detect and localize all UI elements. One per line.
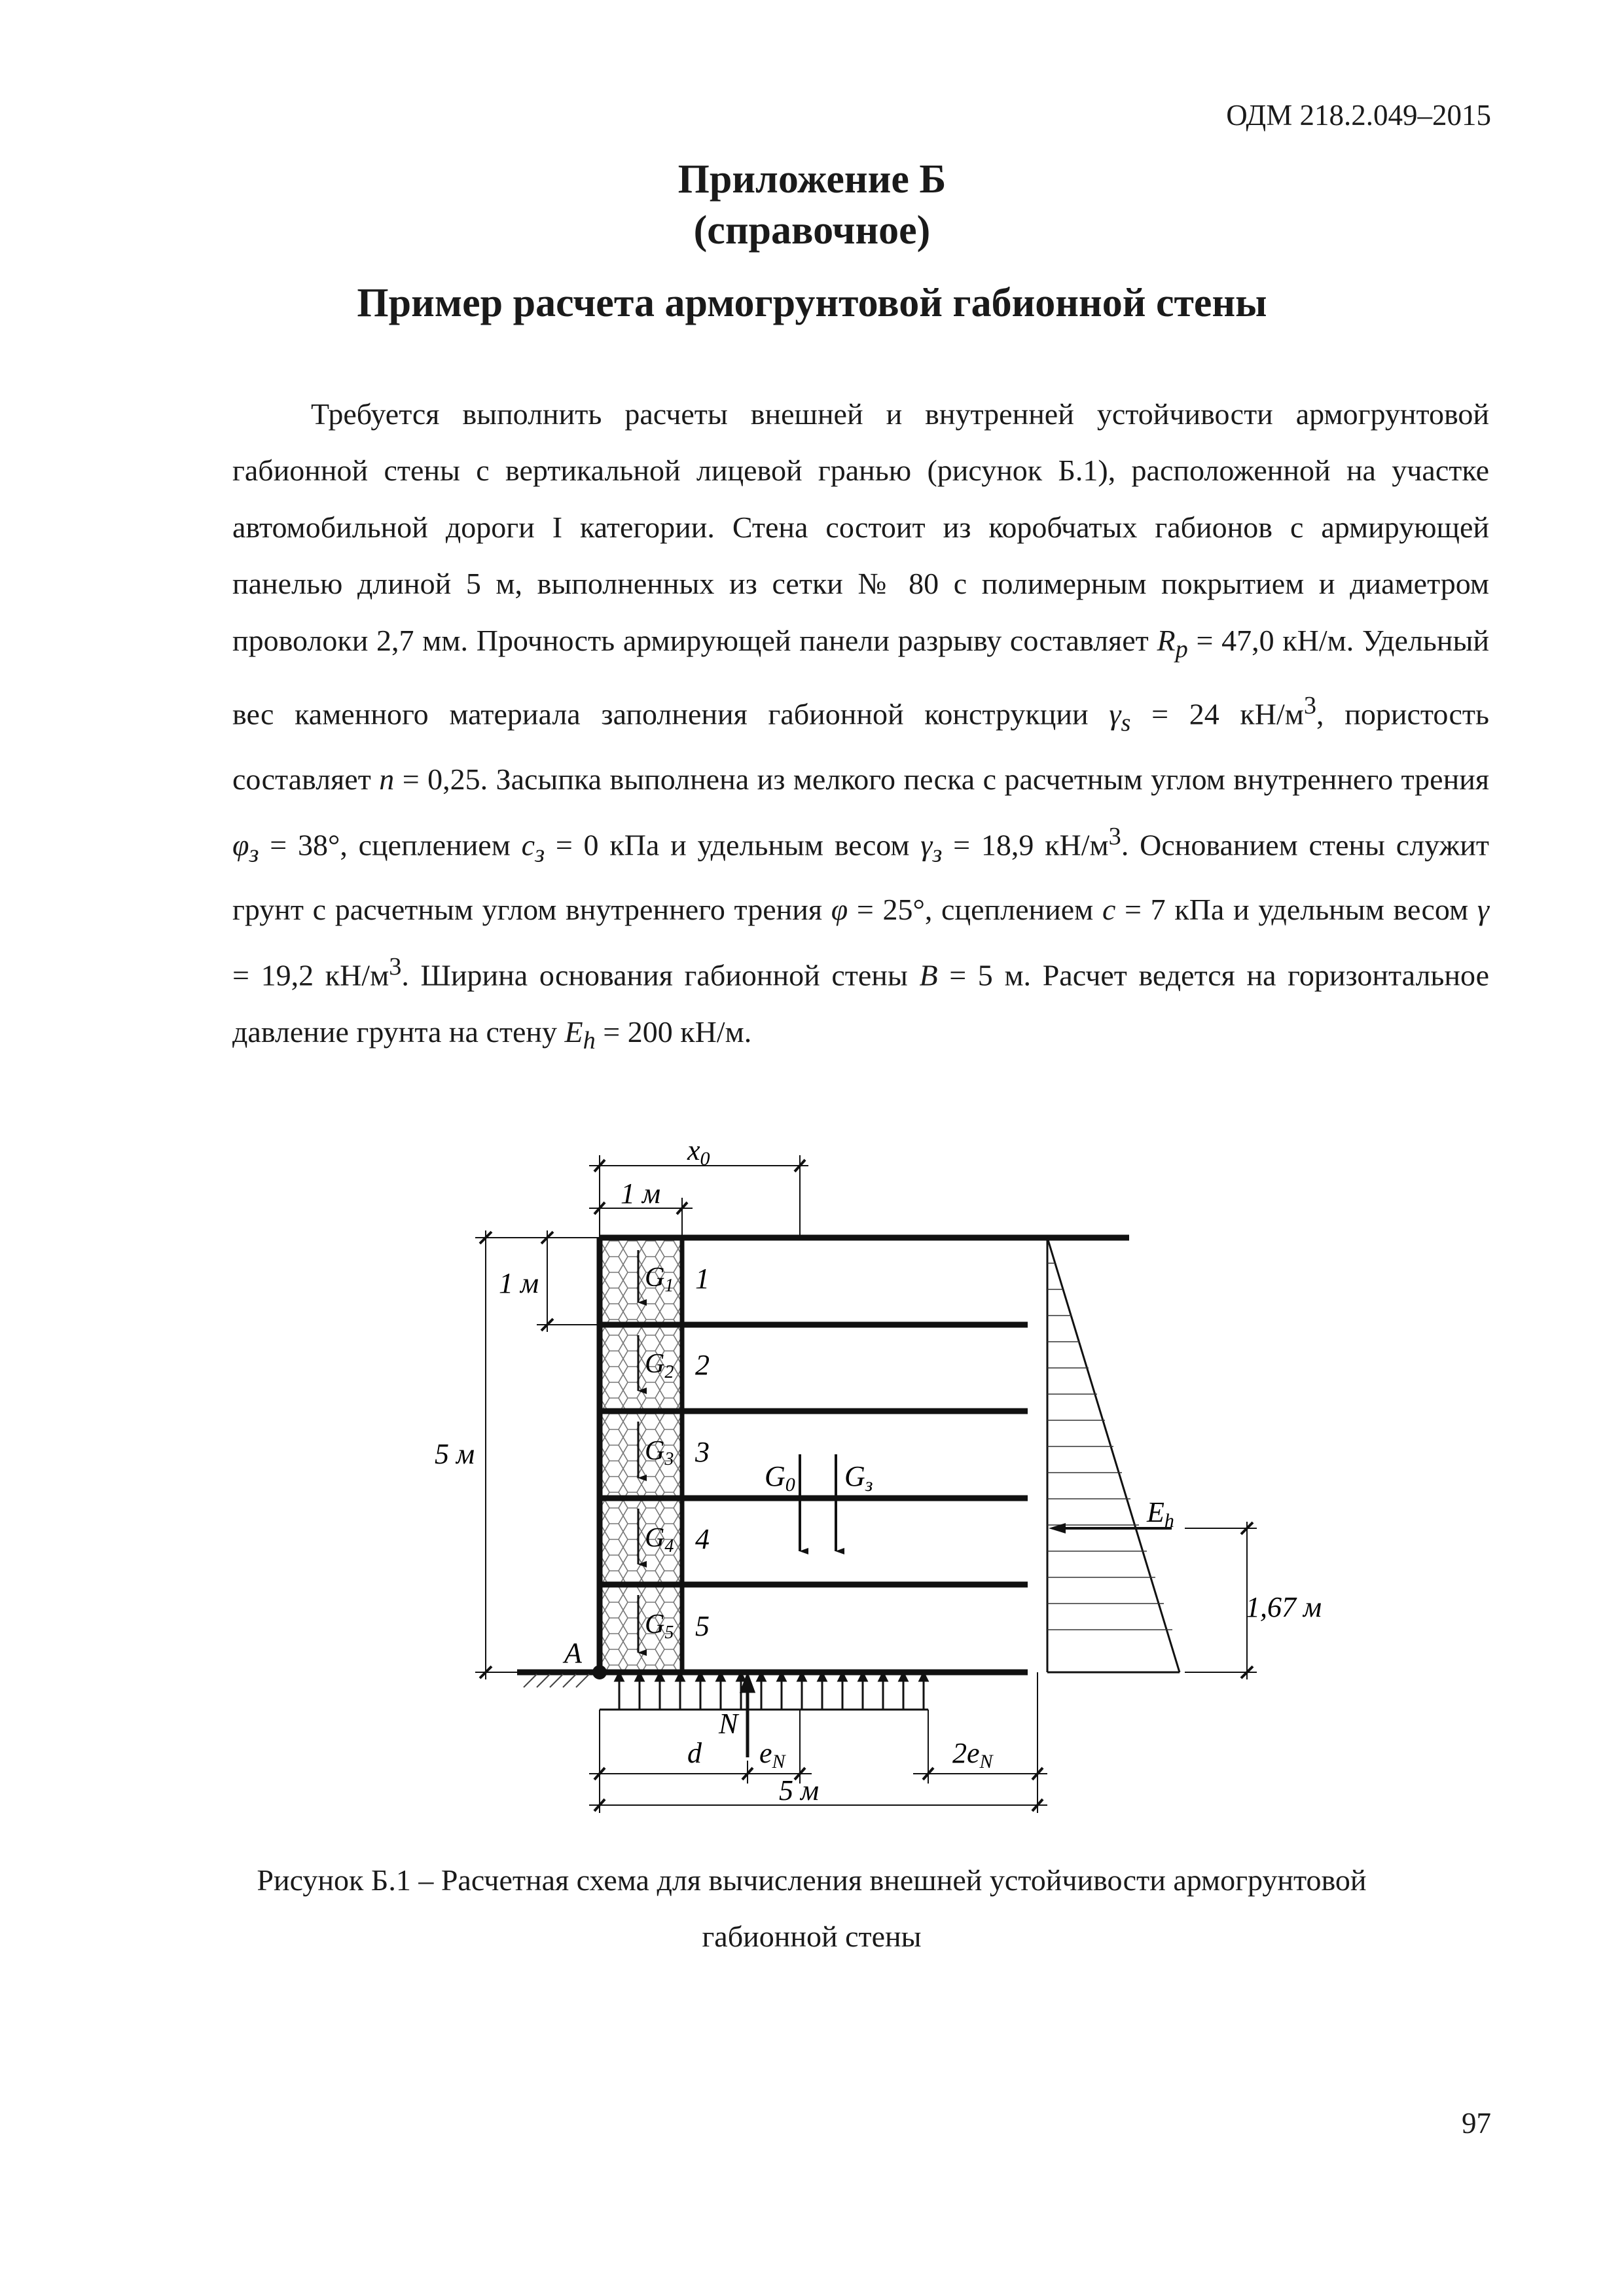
appendix-type: (справочное): [693, 208, 931, 253]
symbol: c: [1102, 893, 1116, 927]
symbol: γ: [1477, 893, 1489, 927]
superscript: 3: [389, 952, 402, 980]
label-en: eN: [759, 1737, 785, 1772]
backfill-weight-arrows: [800, 1454, 836, 1551]
body-text-part: = 24 кН/м: [1130, 697, 1304, 731]
page-number: 97: [1462, 2107, 1491, 2140]
symbol: γ: [920, 827, 933, 861]
superscript: 3: [1303, 692, 1317, 720]
body-text-part: = 0 кПа и удельным весом: [545, 827, 921, 861]
ground-hatch: [524, 1674, 589, 1687]
label-gz: Gз: [844, 1460, 873, 1496]
layer-number: 2: [695, 1349, 710, 1381]
label-g5: G5: [645, 1609, 674, 1643]
body-text-part: = 38°, сцеплением: [259, 827, 522, 861]
label-d: d: [687, 1737, 702, 1769]
layer-number: 1: [695, 1263, 710, 1295]
label-x0: x0: [687, 1134, 710, 1170]
label-point-a: A: [564, 1637, 582, 1669]
body-text-part: = 47,0 кН/м. Удельный вес каменного материала заполнения габионной конструкции: [232, 623, 1490, 731]
label-g1: G1: [645, 1263, 674, 1296]
page-title: Пример расчета армогрунтовой габионной стены: [357, 281, 1267, 325]
label-5m-bottom: 5 м: [779, 1774, 820, 1806]
symbol: c: [521, 827, 535, 861]
body-text-part: . Ширина основания габионной стены: [401, 958, 920, 992]
label-n: N: [719, 1708, 738, 1740]
subscript: з: [535, 840, 545, 868]
symbol: E: [564, 1014, 583, 1049]
body-text-part: , пористость составляет: [232, 697, 1489, 797]
earth-pressure-diagram: [1047, 1238, 1180, 1672]
layer-number: 5: [695, 1610, 710, 1642]
layer-number: 3: [695, 1436, 710, 1468]
label-2en: 2eN: [952, 1737, 993, 1772]
symbol: B: [919, 958, 938, 992]
caption-line-2: габионной стены: [702, 1920, 922, 1953]
superscript: 3: [1108, 822, 1121, 850]
symbol: φ: [232, 827, 249, 861]
point-a-marker: [592, 1665, 607, 1679]
appendix-label: Приложение Б: [677, 157, 947, 202]
layer-number: 4: [695, 1523, 710, 1555]
label-g3: G3: [645, 1436, 674, 1469]
body-text-part: = 18,9 кН/м: [942, 827, 1109, 861]
subscript: з: [932, 840, 943, 868]
symbol: φ: [831, 893, 848, 927]
label-g0: G0: [765, 1460, 795, 1496]
body-text-part: = 25°, сцеплением: [848, 893, 1102, 927]
symbol: n: [379, 762, 395, 797]
figure-caption: [196, 1852, 1427, 1965]
symbol: γ: [1109, 697, 1121, 731]
body-text-part: . Основанием стены служит грунт с расчетным углом внутреннего трения: [232, 827, 1489, 927]
label-5m-left: 5 м: [435, 1438, 475, 1470]
body-text-part: = 7 кПа и удельным весом: [1115, 893, 1477, 927]
document-code: ОДМ 218.2.049–2015: [1226, 99, 1491, 132]
body-text-part: = 200 кН/м.: [595, 1014, 752, 1049]
subscript: з: [249, 840, 259, 868]
symbol: R: [1157, 623, 1176, 657]
label-g2: G2: [645, 1349, 674, 1382]
body-text-part: = 5 м. Расчет ведется на горизонтальное давление грунта на стену: [232, 958, 1489, 1049]
body-text-part: = 19,2 кН/м: [232, 958, 389, 992]
label-g4: G4: [645, 1523, 674, 1556]
label-1m-left: 1 м: [499, 1267, 539, 1299]
body-text-part: Требуется выполнить расчеты внешней и внутренней устойчивости армогрунтовой габионной стены с вертикальной лицевой гранью (рисунок Б.1), расположенной на участке автомобильной дороги I категории. Стена состоит из коробчатых габионов с армирующей панелью длиной 5 м, выполненных из сетки № 80 с полимерным покрытием и диаметром проволоки 2,7 мм. Прочность армирующей панели разрыву составляет: [232, 397, 1489, 657]
subscript: h: [583, 1026, 596, 1054]
subscript: s: [1121, 709, 1131, 737]
label-eh: Eh: [1147, 1496, 1174, 1532]
subscript: p: [1175, 635, 1188, 663]
label-1m-top: 1 м: [621, 1177, 661, 1210]
label-1-67m: 1,67 м: [1246, 1591, 1322, 1623]
caption-line-1: Рисунок Б.1 – Расчетная схема для вычисления внешней устойчивости армогрунтовой: [257, 1863, 1367, 1897]
body-text-part: = 0,25. Засыпка выполнена из мелкого песка с расчетным углом внутреннего трения: [394, 762, 1489, 797]
